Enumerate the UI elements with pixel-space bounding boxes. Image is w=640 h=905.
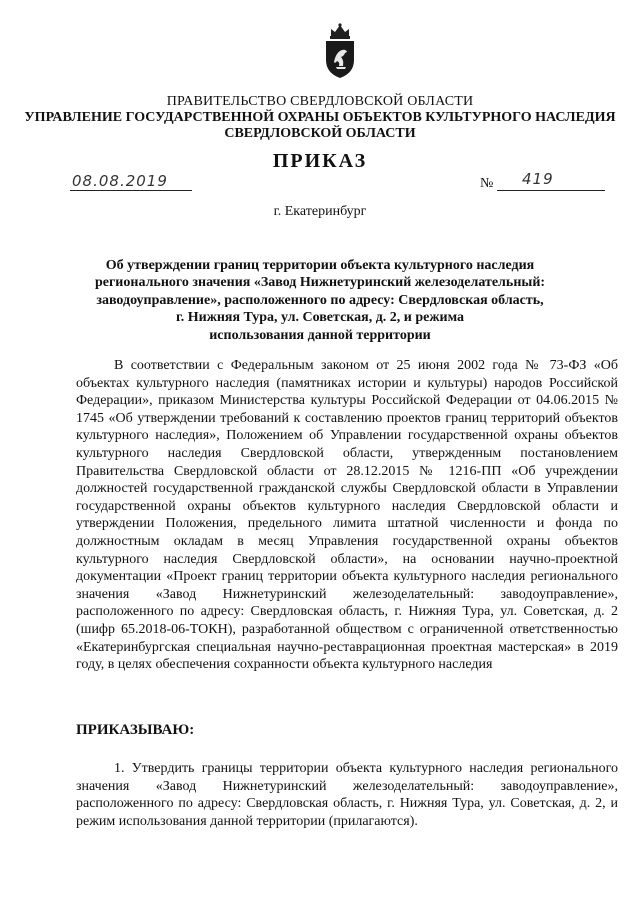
coat-of-arms-icon [322, 22, 358, 80]
order-item-1: 1. Утвердить границы территории объекта культурного наследия регионального значения «Завод Нижнетуринский железоделательный: заводоуправление», расположенного по адресу: Свердловская область, г. Нижняя Тура, ул. Советская, д. 2, и режим использования данной территории (прилагаются). [76, 761, 618, 829]
order-date: 08.08.2019 [72, 172, 168, 190]
preamble-paragraph: В соответствии с Федеральным законом от 25 июня 2002 года № 73-ФЗ «Об объектах культурного наследия (памятниках истории и культуры) народов Российской Федерации», приказом Министерства культуры Российской Федерации от 04.06.2015 № 1745 «Об утверждении требований к составлению проектов границ территорий объектов культурного наследия», Положением об Управлении государственной охраны объектов культурного наследия Свердловской области, утвержденным постановлением Правительства Свердловской области от 28.12.2015 № 1216-ПП «Об учреждении должностей государственной гражданской службы Свердловской области в Управлении государственной охраны объектов культурного наследия Свердловской области и утверждении Положения, предельного лимита штатной численности и фонда по должностным окладам в месяц Управления государственной охраны объектов культурного наследия Свердловской области», на основании научно-проектной документации «Проект границ территории объекта культурного наследия регионального значения «Завод Нижнетуринский железоделательный: заводоуправление», расположенного по адресу: Свердловская область, г. Нижняя Тура, ул. Советская, д. 2 (шифр 65.2018-06-ТОКН), разработанной обществом с ограниченной ответственностью «Екатеринбургская специальная научно-реставрационная проектная мастерская» в 2019 году, в целях обеспечения сохранности объекта культурного наследия [76, 358, 618, 673]
heading-line: использования данной территории [209, 327, 431, 343]
order-heading [0, 257, 640, 344]
document-type: ПРИКАЗ [272, 150, 368, 172]
order-number: 419 [522, 170, 554, 188]
heading-line: заводоуправление», расположенного по адресу: Свердловская область, [96, 292, 544, 308]
number-underline [497, 190, 605, 191]
number-sign: № [480, 176, 494, 191]
government-name: ПРАВИТЕЛЬСТВО СВЕРДЛОВСКОЙ ОБЛАСТИ [166, 94, 474, 109]
department-line-2: СВЕРДЛОВСКОЙ ОБЛАСТИ [224, 126, 416, 141]
order-word: ПРИКАЗЫВАЮ: [76, 722, 195, 738]
date-underline [70, 190, 192, 191]
department-line-1: УПРАВЛЕНИЕ ГОСУДАРСТВЕННОЙ ОХРАНЫ ОБЪЕКТОВ КУЛЬТУРНОГО НАСЛЕДИЯ [24, 110, 616, 125]
heading-line: регионального значения «Завод Нижнетуринский железоделательный: [94, 275, 546, 291]
heading-line: Об утверждении границ территории объекта культурного наследия [105, 258, 535, 273]
city: г. Екатеринбург [273, 204, 367, 219]
department-name [0, 110, 640, 142]
heading-line: г. Нижняя Тура, ул. Советская, д. 2, и режима [175, 310, 465, 326]
